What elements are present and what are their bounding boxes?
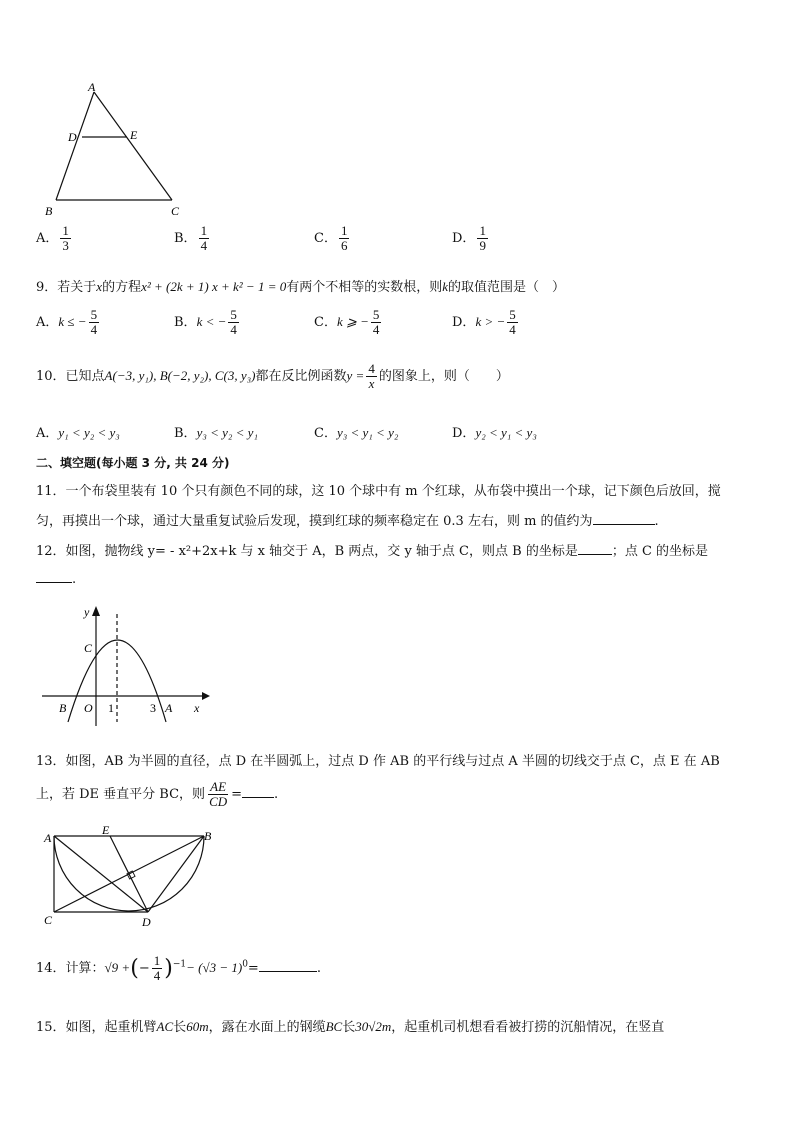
q8-option-a: A． $\frac{1}{3}$ [36,223,69,253]
answer-blank[interactable] [578,554,612,555]
q9-option-c: C．k ⩾ − $\frac{5}{4}$ [314,307,380,337]
semicircle-figure [36,824,216,930]
label-B: B [45,204,53,218]
axis-label-x: x [194,701,200,715]
question-10: 10．已知点A(−3, y₁), B(−2, y₂), C(3, y₃)都在反比例函数y = $\frac{4}{x}$ 的图象上，则（ ） [36,361,509,391]
label-D: D [142,915,151,929]
label-C: C [84,641,93,655]
q8-option-c: C． $\frac{1}{6}$ [314,223,348,253]
question-12-line1: 12．如图，抛物线 y= - x²+2x+k 与 x 轴交于 A，B 两点，交 y 轴于点 C，则点 B 的坐标是 ；点 C 的坐标是 [36,544,709,559]
q10-option-a: A．y₁ < y₂ < y₃ [36,425,120,441]
answer-blank[interactable] [593,524,655,525]
label-C: C [171,204,180,218]
answer-blank[interactable] [242,797,274,798]
question-12-line2: . [36,572,76,587]
tick-1: 1 [108,701,114,715]
label-E: E [130,128,138,142]
label-B: B [59,701,67,715]
label-A: A [44,831,52,845]
q8-option-d: D． $\frac{1}{9}$ [452,223,486,253]
question-13-line2: 上，若 DE 垂直平分 BC，则 $\frac{AE}{CD}$ = . [36,779,279,809]
answer-blank[interactable] [259,971,317,972]
q10-option-d: D．y₂ < y₁ < y₃ [452,425,537,441]
label-C: C [44,913,53,927]
q10-option-c: C．y₃ < y₁ < y₂ [314,425,399,441]
label-E: E [102,824,110,837]
axis-label-y: y [84,605,90,619]
question-14: 14．计算：√9 +(− $\frac{1}{4}$ )$^{-1}- (√3 - 1)^0=$ . [36,953,321,983]
question-11-line1: 11．一个布袋里装有 10 个只有颜色不同的球，这 10 个球中有 m 个红球，从布袋中摸出一个球，记下颜色后放回，搅 [36,484,721,499]
question-13-line1: 13．如图，AB 为半圆的直径，点 D 在半圆弧上，过点 D 作 AB 的平行线与过点 A 半圆的切线交于点 C，点 E 在 AB [36,754,720,769]
q9-option-d: D．k > − $\frac{5}{4}$ [452,307,516,337]
question-11-line2: 匀，再摸出一个球，通过大量重复试验后发现，摸到红球的频率稳定在 0.3 左右，则 m 的值约为 . [36,514,659,529]
question-15: 15．如图，起重机臂AC长60m，露在水面上的钢缆BC长30√2m，起重机司机想看看被打捞的沉船情况，在竖直 [36,1019,665,1035]
parabola-figure [36,602,216,728]
label-A: A [88,80,96,94]
section-heading: 二、填空题(每小题 3 分, 共 24 分) [36,456,230,470]
triangle-figure [40,80,200,220]
question-9: 9．若关于x的方程x² + (2k + 1) x + k² − 1 = 0有两个不相等的实数根，则k的取值范围是（ ） [36,279,566,295]
label-D: D [68,130,77,144]
answer-blank[interactable] [36,582,72,583]
q9-option-b: B．k < − $\frac{5}{4}$ [174,307,237,337]
q8-option-b: B． $\frac{1}{4}$ [174,223,208,253]
q9-option-a: A．k ≤ − $\frac{5}{4}$ [36,307,98,337]
label-B: B [204,829,212,843]
tick-3: 3 [150,701,156,715]
label-O: O [84,701,93,715]
label-A: A [165,701,173,715]
q10-option-b: B．y₃ < y₂ < y₁ [174,425,258,441]
